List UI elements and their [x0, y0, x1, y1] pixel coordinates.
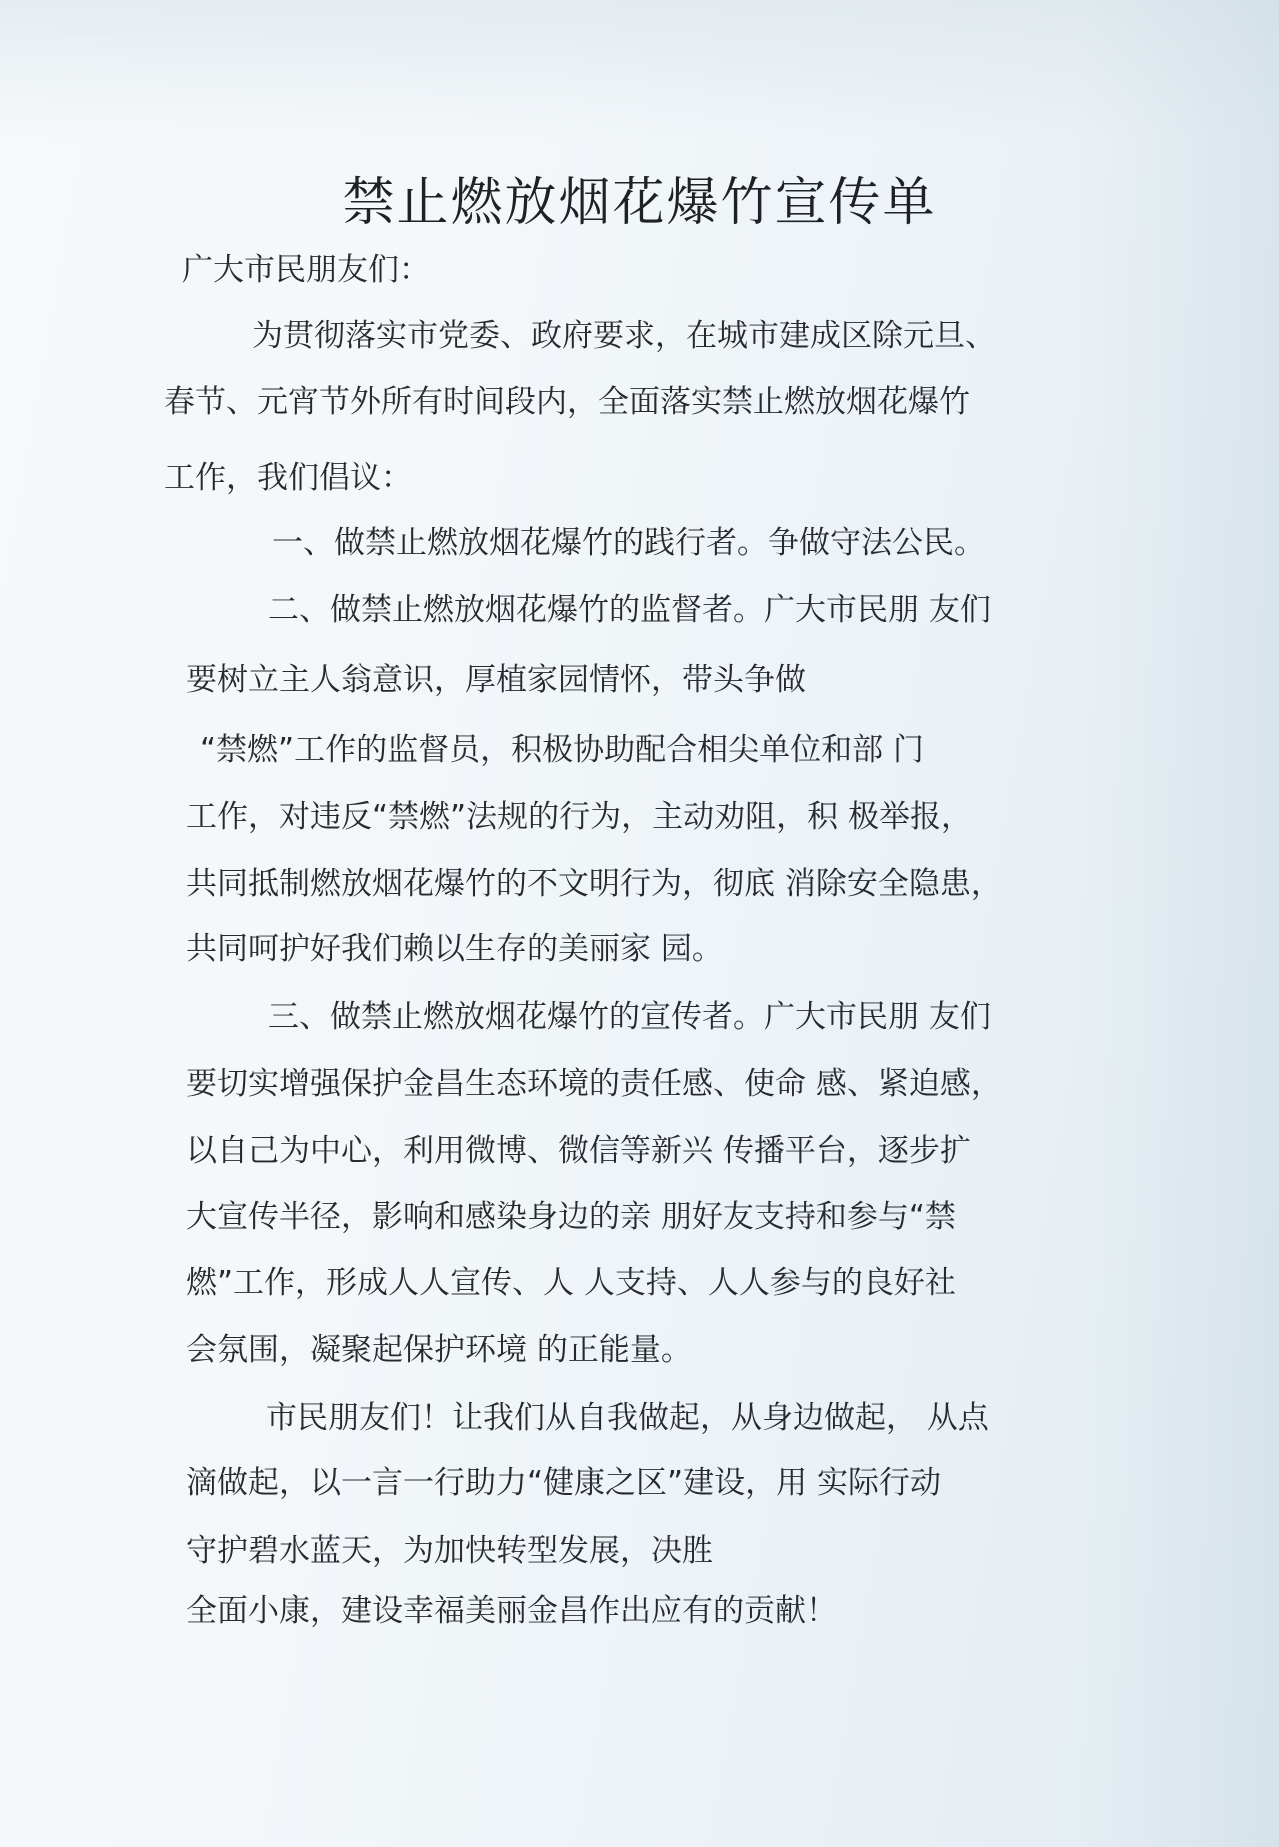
- item-three-line-2: 要切实增强保护金昌生态环境的责任感、使命 感、紧迫感，: [186, 1066, 1002, 1102]
- closing-line-3: 守护碧水蓝天，为加快转型发展，决胜: [186, 1533, 713, 1569]
- item-three-line-1: 三、做禁止燃放烟花爆竹的宣传者。广大市民朋 友们: [268, 999, 991, 1035]
- closing-line-1: 市民朋友们！让我们从自我做起，从身边做起， 从点: [266, 1400, 989, 1436]
- document-title: 禁止燃放烟花爆竹宣传单: [342, 173, 937, 233]
- item-two-line-4: 工作，对违反“禁燃”法规的行为，主动劝阻，积 极举报，: [186, 799, 972, 835]
- item-three-line-4: 大宣传半径，影响和感染身边的亲 朋好友支持和参与“禁: [186, 1199, 956, 1235]
- salutation: 广大市民朋友们：: [182, 252, 430, 288]
- closing-line-2: 滴做起，以一言一行助力“健康之区”建设，用 实际行动: [186, 1465, 941, 1501]
- item-two-line-5: 共同抵制燃放烟花爆竹的不文明行为，彻底 消除安全隐患，: [186, 866, 1002, 902]
- item-two-line-3: “禁燃”工作的监督员，积极协助配合相尖单位和部 门: [200, 732, 924, 768]
- item-three-line-5: 燃”工作，形成人人宣传、人 人支持、人人参与的良好社: [186, 1265, 956, 1301]
- item-three-line-6: 会氛围，凝聚起保护环境 的正能量。: [186, 1332, 692, 1368]
- item-three-line-3: 以自己为中心，利用微博、微信等新兴 传播平台，逐步扩: [186, 1133, 971, 1169]
- item-two-line-1: 二、做禁止燃放烟花爆竹的监督者。广大市民朋 友们: [268, 592, 991, 628]
- item-two-line-2: 要树立主人翁意识，厚植家园情怀，带头争做: [186, 662, 806, 698]
- paper-shadow-right: [1079, 0, 1279, 1847]
- intro-line-3: 工作，我们倡议：: [164, 460, 412, 496]
- intro-line-1: 为贯彻落实市党委、政府要求，在城市建成区除元旦、: [252, 318, 996, 354]
- closing-line-4: 全面小康，建设幸福美丽金昌作出应有的贡献！: [186, 1593, 837, 1629]
- intro-line-2: 春节、元宵节外所有时间段内，全面落实禁止燃放烟花爆竹: [164, 384, 970, 420]
- item-two-line-6: 共同呵护好我们赖以生存的美丽家 园。: [186, 931, 723, 967]
- item-one-line-1: 一、做禁止燃放烟花爆竹的践行者。争做守法公民。: [272, 525, 985, 561]
